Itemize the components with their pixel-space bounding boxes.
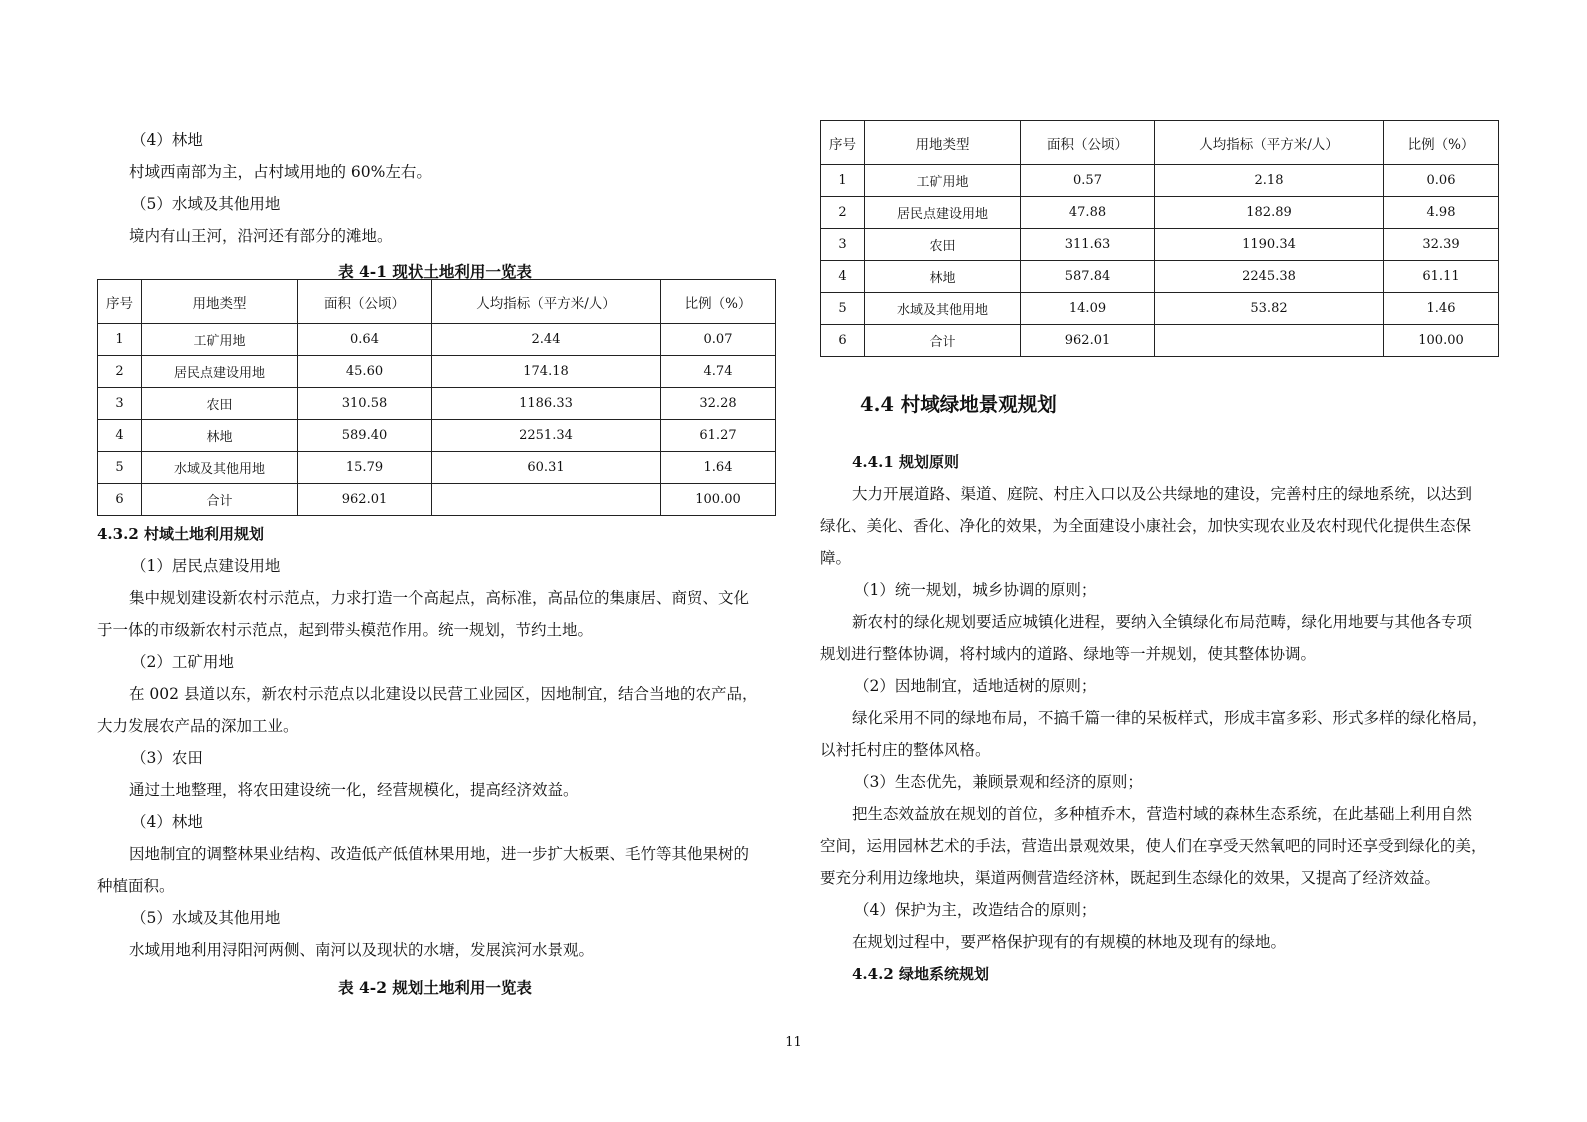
table-header-row (98, 280, 776, 324)
current-land-use-table (97, 279, 776, 516)
paragraph: （4）保护为主，改造结合的原则； (854, 901, 1097, 919)
table-header-row (821, 121, 1499, 165)
paragraph: （3）农田 (131, 749, 203, 767)
table-cell: 15.79 (298, 452, 432, 484)
paragraph: 障。 (820, 549, 852, 567)
table-cell: 32.28 (661, 388, 776, 420)
section-heading: 4.4.1 规划原则 (852, 453, 959, 471)
paragraph: （4）林地 (131, 813, 203, 831)
table-cell: 587.84 (1021, 261, 1155, 293)
table-cell: 合计 (142, 484, 298, 516)
table-row (821, 293, 1499, 325)
paragraph: 于一体的市级新农村示范点，起到带头模范作用。统一规划，节约土地。 (97, 621, 594, 639)
table-cell: 3 (98, 388, 142, 420)
paragraph: 绿化、美化、香化、净化的效果，为全面建设小康社会，加快实现农业及农村现代化提供生态保 (820, 517, 1472, 535)
paragraph: 在 002 县道以东，新农村示范点以北建设以民营工业园区，因地制宜，结合当地的农产品， (129, 685, 758, 703)
table-cell: 5 (821, 293, 865, 325)
table-header-cell: 人均指标（平方米/人） (432, 280, 661, 324)
paragraph: 在规划过程中，要严格保护现有的有规模的林地及现有的绿地。 (852, 933, 1287, 951)
paragraph: 绿化采用不同的绿地布局，不搞千篇一律的呆板样式，形成丰富多彩、形式多样的绿化格局， (852, 709, 1488, 727)
table-cell: 1186.33 (432, 388, 661, 420)
table-row (98, 484, 776, 516)
table-cell: 居民点建设用地 (142, 356, 298, 388)
table-cell: 1.46 (1384, 293, 1499, 325)
table-cell: 工矿用地 (142, 324, 298, 356)
table-cell: 174.18 (432, 356, 661, 388)
table-cell: 0.06 (1384, 165, 1499, 197)
table-cell: 6 (821, 325, 865, 357)
table-cell: 6 (98, 484, 142, 516)
table-header-cell: 序号 (821, 121, 865, 165)
table-header-cell: 用地类型 (865, 121, 1021, 165)
paragraph: （1）居民点建设用地 (131, 557, 281, 575)
table-row (821, 229, 1499, 261)
table-cell: 60.31 (432, 452, 661, 484)
table-cell: 林地 (142, 420, 298, 452)
table-row (821, 197, 1499, 229)
table-cell: 4.74 (661, 356, 776, 388)
paragraph: 集中规划建设新农村示范点，力求打造一个高起点，高标准，高品位的集康居、商贸、文化 (129, 589, 750, 607)
table-header-cell: 面积（公顷） (298, 280, 432, 324)
table-cell: 5 (98, 452, 142, 484)
table-cell: 2245.38 (1155, 261, 1384, 293)
paragraph: 规划进行整体协调，将村域内的道路、绿地等一并规划，使其整体协调。 (820, 645, 1317, 663)
table-cell: 14.09 (1021, 293, 1155, 325)
paragraph: （2）工矿用地 (131, 653, 234, 671)
table-cell: 61.27 (661, 420, 776, 452)
paragraph: 把生态效益放在规划的首位，多种植乔木，营造村域的森林生态系统，在此基础上利用自然 (852, 805, 1473, 823)
table-cell: 0.07 (661, 324, 776, 356)
table-caption: 表 4-1 现状土地利用一览表 (338, 262, 532, 281)
table-cell: 工矿用地 (865, 165, 1021, 197)
paragraph: 通过土地整理，将农田建设统一化，经营规模化，提高经济效益。 (129, 781, 579, 799)
table-cell: 53.82 (1155, 293, 1384, 325)
paragraph: 要充分利用边缘地块，渠道两侧营造经济林，既起到生态绿化的效果，又提高了经济效益。 (820, 869, 1441, 887)
table-cell: 4.98 (1384, 197, 1499, 229)
paragraph: 空间，运用园林艺术的手法，营造出景观效果，使人们在享受天然氧吧的同时还享受到绿化的美， (820, 837, 1487, 855)
table-cell: 45.60 (298, 356, 432, 388)
table-row (98, 324, 776, 356)
table-cell: 2.18 (1155, 165, 1384, 197)
table-cell: 4 (98, 420, 142, 452)
table-header-cell: 比例（%） (1384, 121, 1499, 165)
table-cell: 61.11 (1384, 261, 1499, 293)
table-header-cell: 比例（%） (661, 280, 776, 324)
table-cell: 农田 (142, 388, 298, 420)
paragraph: （4）林地 (131, 131, 203, 149)
table-row (98, 452, 776, 484)
paragraph: （5）水域及其他用地 (131, 195, 281, 213)
table-cell: 1190.34 (1155, 229, 1384, 261)
table-cell (432, 484, 661, 516)
table-cell: 962.01 (1021, 325, 1155, 357)
page-number: 11 (785, 1035, 802, 1050)
section-heading: 4.4.2 绿地系统规划 (852, 965, 989, 983)
table-cell: 水域及其他用地 (865, 293, 1021, 325)
table-cell: 林地 (865, 261, 1021, 293)
table-cell: 2 (821, 197, 865, 229)
planned-land-use-table (820, 120, 1499, 357)
table-cell: 水域及其他用地 (142, 452, 298, 484)
table-cell: 310.58 (298, 388, 432, 420)
table-cell (1155, 325, 1384, 357)
table-header-cell: 面积（公顷） (1021, 121, 1155, 165)
table-row (821, 325, 1499, 357)
section-heading: 4.4 村域绿地景观规划 (860, 393, 1057, 416)
table-cell: 4 (821, 261, 865, 293)
paragraph: 以衬托村庄的整体风格。 (820, 741, 991, 759)
table-cell: 311.63 (1021, 229, 1155, 261)
paragraph: 种植面积。 (97, 877, 175, 895)
table-cell: 2 (98, 356, 142, 388)
paragraph: 水域用地利用浔阳河两侧、南河以及现状的水塘，发展滨河水景观。 (129, 941, 595, 959)
paragraph: 大力发展农产品的深加工业。 (97, 717, 299, 735)
paragraph: （5）水域及其他用地 (131, 909, 281, 927)
paragraph: 村域西南部为主，占村域用地的 60%左右。 (129, 163, 432, 181)
table-cell: 合计 (865, 325, 1021, 357)
table-cell: 962.01 (298, 484, 432, 516)
table-caption: 表 4-2 规划土地利用一览表 (338, 978, 532, 997)
table-cell: 2.44 (432, 324, 661, 356)
table-cell: 0.57 (1021, 165, 1155, 197)
table-cell: 0.64 (298, 324, 432, 356)
paragraph: 新农村的绿化规划要适应城镇化进程，要纳入全镇绿化布局范畴，绿化用地要与其他各专项 (852, 613, 1473, 631)
table-row (821, 261, 1499, 293)
table-row (98, 388, 776, 420)
table-cell: 100.00 (1384, 325, 1499, 357)
table-cell: 182.89 (1155, 197, 1384, 229)
table-cell: 3 (821, 229, 865, 261)
paragraph: （3）生态优先，兼顾景观和经济的原则； (854, 773, 1143, 791)
table-cell: 100.00 (661, 484, 776, 516)
paragraph: 因地制宜的调整林果业结构、改造低产低值林果用地，进一步扩大板栗、毛竹等其他果树的 (129, 845, 750, 863)
table-cell: 32.39 (1384, 229, 1499, 261)
section-heading: 4.3.2 村域土地利用规划 (97, 525, 264, 543)
table-cell: 1 (821, 165, 865, 197)
table-cell: 居民点建设用地 (865, 197, 1021, 229)
paragraph: 境内有山王河，沿河还有部分的滩地。 (129, 227, 393, 245)
table-row (821, 165, 1499, 197)
table-cell: 2251.34 (432, 420, 661, 452)
table-cell: 农田 (865, 229, 1021, 261)
table-row (98, 356, 776, 388)
table-cell: 589.40 (298, 420, 432, 452)
paragraph: （2）因地制宜，适地适树的原则； (854, 677, 1097, 695)
paragraph: （1）统一规划，城乡协调的原则； (854, 581, 1097, 599)
table-row (98, 420, 776, 452)
table-cell: 1 (98, 324, 142, 356)
table-header-cell: 人均指标（平方米/人） (1155, 121, 1384, 165)
paragraph: 大力开展道路、渠道、庭院、村庄入口以及公共绿地的建设，完善村庄的绿地系统，以达到 (852, 485, 1473, 503)
table-cell: 47.88 (1021, 197, 1155, 229)
table-header-cell: 序号 (98, 280, 142, 324)
table-header-cell: 用地类型 (142, 280, 298, 324)
table-cell: 1.64 (661, 452, 776, 484)
